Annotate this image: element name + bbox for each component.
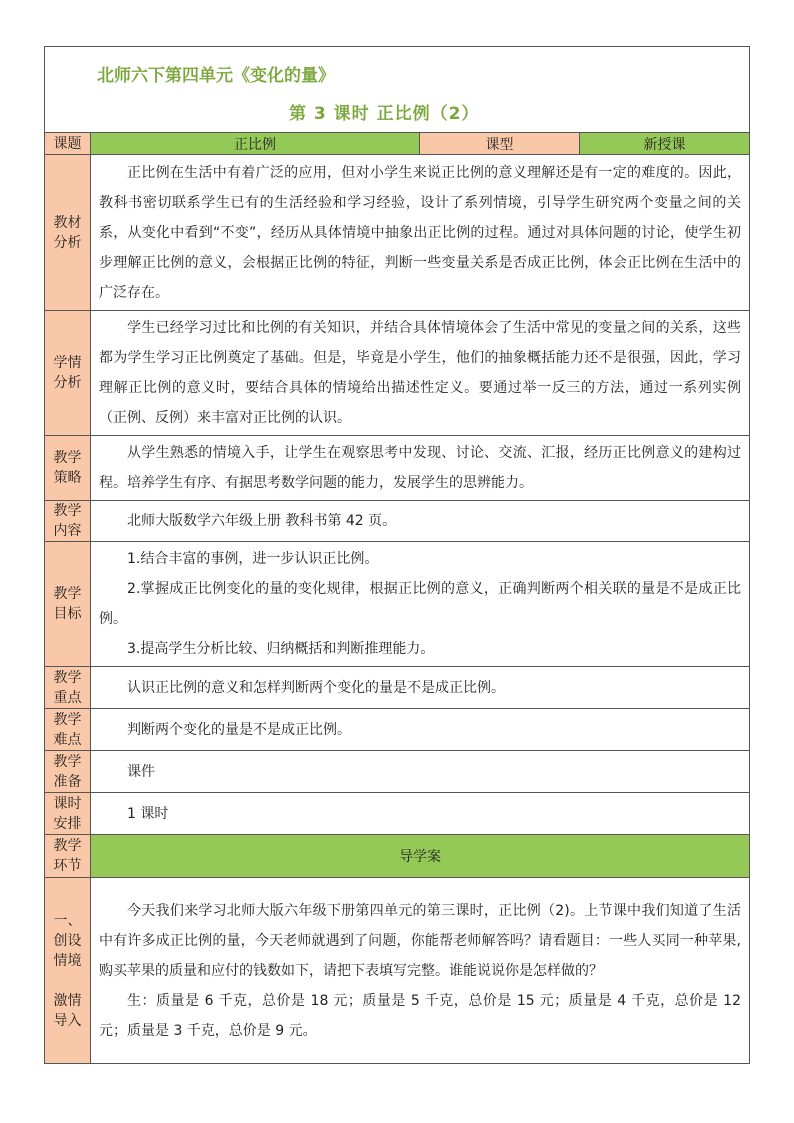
goal-item: 1.结合丰富的事例，进一步认识正比例。 bbox=[127, 551, 379, 567]
content-row bbox=[45, 501, 750, 542]
steps-row bbox=[45, 835, 750, 878]
goals-cell bbox=[91, 542, 750, 667]
textbook-analysis-row bbox=[45, 155, 750, 311]
guided-plan-heading: 导学案 bbox=[91, 835, 750, 878]
lesson-plan-table bbox=[44, 46, 750, 1064]
key-point-cell bbox=[91, 667, 750, 709]
schedule-cell bbox=[91, 793, 750, 835]
goal-item: 3.提高学生分析比较、归纳概括和判断推理能力。 bbox=[127, 641, 435, 657]
preparation-label: 教学 准备 bbox=[45, 751, 91, 793]
key-point-row bbox=[45, 667, 750, 709]
strategy-cell bbox=[91, 436, 750, 501]
schedule-label: 课时 安排 bbox=[45, 793, 91, 835]
goal-item: 2.掌握成正比例变化的量的变化规律，根据正比例的意义，正确判断两个相关联的量是不是成正比例。 bbox=[99, 581, 741, 627]
strategy-text: 从学生熟悉的情境入手，让学生在观察思考中发现、讨论、交流、汇报，经历正比例意义的建构过程。培养学生有序、有据思考数学问题的能力，发展学生的思辨能力。 bbox=[99, 445, 741, 491]
key-point-text: 认识正比例的意义和怎样判断两个变化的量是不是成正比例。 bbox=[127, 679, 505, 696]
step1-label: 一、 创设 情境 激情 导入 bbox=[45, 878, 91, 1064]
textbook-analysis-label: 教材 分析 bbox=[45, 155, 91, 311]
content-text: 北师大版数学六年级上册 教科书第 42 页。 bbox=[127, 513, 397, 529]
content-cell bbox=[91, 501, 750, 542]
type-value: 新授课 bbox=[580, 133, 750, 155]
document-title: 北师六下第四单元《变化的量》 bbox=[97, 66, 335, 86]
preparation-row bbox=[45, 751, 750, 793]
content-label: 教学 内容 bbox=[45, 501, 91, 542]
difficulty-cell bbox=[91, 709, 750, 751]
info-row bbox=[45, 133, 750, 155]
difficulty-row bbox=[45, 709, 750, 751]
topic-label: 课题 bbox=[45, 133, 91, 155]
step1-cell bbox=[91, 878, 750, 1064]
textbook-analysis-cell bbox=[91, 155, 750, 311]
student-analysis-row bbox=[45, 311, 750, 436]
textbook-analysis-text: 正比例在生活中有着广泛的应用，但对小学生来说正比例的意义理解还是有一定的难度的。因此，教科书密切联系学生已有的生活经验和学习经验，设计了系列情境，引导学生研究两个变量之间的关系，从变化中看到“不变”，经历从具体情境中抽象出正比例的过程。通过对具体问题的讨论，使学生初步理解正比例的意义，会根据正比例的特征，判断一些变量关系是否成正比例，体会正比例在生活中的广泛存在。 bbox=[99, 164, 741, 301]
goals-label: 教学 目标 bbox=[45, 542, 91, 667]
type-label: 课型 bbox=[420, 133, 580, 155]
schedule-row bbox=[45, 793, 750, 835]
strategy-label: 教学 策略 bbox=[45, 436, 91, 501]
difficulty-label: 教学 难点 bbox=[45, 709, 91, 751]
strategy-row bbox=[45, 436, 750, 501]
difficulty-text: 判断两个变化的量是不是成正比例。 bbox=[127, 721, 351, 738]
student-analysis-label: 学情 分析 bbox=[45, 311, 91, 436]
lesson-plan-sheet bbox=[44, 46, 749, 1064]
schedule-text: 1 课时 bbox=[127, 805, 169, 822]
step1-row bbox=[45, 878, 750, 1064]
key-point-label: 教学 重点 bbox=[45, 667, 91, 709]
header-cell bbox=[45, 47, 750, 133]
goals-row bbox=[45, 542, 750, 667]
topic-value: 正比例 bbox=[91, 133, 420, 155]
student-analysis-text: 学生已经学习过比和比例的有关知识，并结合具体情境体会了生活中常见的变量之间的关系，这些都为学生学习正比例奠定了基础。但是，毕竟是小学生，他们的抽象概括能力还不是很强，因此，学习理解正比例的意义时，要结合具体的情境给出描述性定义。要通过举一反三的方法，通过一系列实例（正例、反例）来丰富对正比例的认识。 bbox=[99, 320, 741, 426]
lesson-subtitle: 第 3 课时 正比例（2） bbox=[289, 104, 480, 124]
header-row bbox=[45, 47, 750, 133]
step1-paragraph: 今天我们来学习北师大版六年级下册第四单元的第三课时，正比例（2)。上节课中我们知道了生活中有许多成正比例的量，今天老师就遇到了问题，你能帮老师解答吗？请看题目：一些人买同一种苹果,购买苹果的质量和应付的钱数如下，请把下表填写完整。谁能说说你是怎样做的？ bbox=[99, 902, 741, 979]
student-analysis-cell bbox=[91, 311, 750, 436]
preparation-text: 课件 bbox=[127, 763, 155, 780]
steps-label: 教学 环节 bbox=[45, 835, 91, 878]
step1-paragraph: 生：质量是 6 千克，总价是 18 元；质量是 5 千克，总价是 15 元；质量是 4 千克，总价是 12 元；质量是 3 千克，总价是 9 元。 bbox=[99, 992, 741, 1039]
preparation-cell bbox=[91, 751, 750, 793]
